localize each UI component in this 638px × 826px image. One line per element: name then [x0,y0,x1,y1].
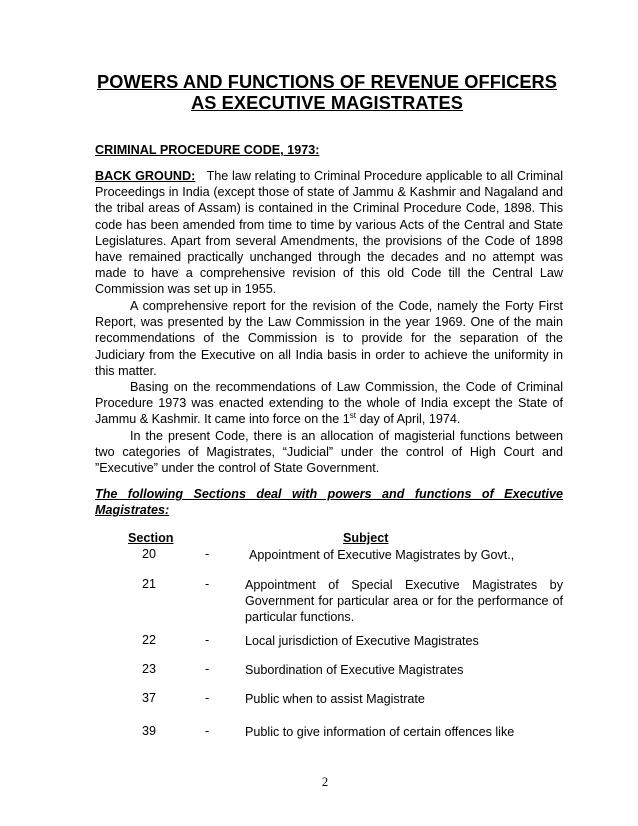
separator-dash: - [205,577,210,591]
paragraph-allocation: In the present Code, there is an allocation of magisterial functions between two categories of Magistrates, “Judicial” under the control of High Court and ”Executive” under the control of State Government. [95,429,563,476]
page-title: POWERS AND FUNCTIONS OF REVENUE OFFICERS AS EXECUTIVE MAGISTRATES [96,72,558,113]
sections-heading: The following Sections deal with powers and functions of Executive Magistrates: [95,487,563,518]
section-number: 37 [141,691,156,705]
section-number: 21 [141,577,156,591]
section-subject: Appointment of Executive Magistrates by Govt., [249,548,515,562]
background-lead: BACK GROUND: [95,169,196,183]
background-text: The law relating to Criminal Procedure applicable to all Criminal Proceedings in India (except those of state of Jammu & Kashmir and Nagaland and the tribal areas of Assam) is contained in the Criminal Procedure Code, 1898. This code has been amended from time to time by various Acts of the Central and State Legislatures. Apart from several Amendments, the provisions of the Code of 1898 have remained practically unchanged through the decades and no attempt was made to have a comprehensive revision of this old Code till the Central Law Commission was set up in 1955. [95,169,564,297]
section-number: 39 [141,724,156,738]
section-number: 22 [141,633,156,647]
paragraph-report: A comprehensive report for the revision of the Code, namely the Forty First Report, was presented by the Law Commission in the year 1969. One of the main recommendations of the Commission is to provide for the separation of the Judiciary from the Executive on all India basis in order to achieve the uniformity in this matter. [95,299,563,378]
paragraph-enactment-tail: day of April, 1974. [356,412,461,427]
section-subject: Public to give information of certain offences like [245,725,515,739]
section-subject: Subordination of Executive Magistrates [245,663,464,677]
section-number: 20 [141,547,156,561]
section-subject: Public when to assist Magistrate [245,692,425,706]
separator-dash: - [205,633,210,647]
page-number: 2 [321,775,329,789]
ordinal-suffix: st [349,411,357,421]
paragraph-enactment-text: Basing on the recommendations of Law Commission, the Code of Criminal Procedure 1973 was enacted extending to the whole of India except the State of Jammu & Kashmir. It came into force on the 1 [95,380,563,427]
separator-dash: - [205,662,210,676]
column-header-subject: Subject [343,531,389,545]
section-subject: Local jurisdiction of Executive Magistrates [245,634,479,648]
background-paragraph [95,168,563,298]
paragraph-enactment [95,379,563,428]
separator-dash: - [205,547,210,561]
column-header-section: Section [128,531,174,545]
separator-dash: - [205,691,210,705]
section-heading: CRIMINAL PROCEDURE CODE, 1973: [95,143,320,157]
section-subject: Appointment of Special Executive Magistrates by Government for particular area or for the performance of particular functions. [245,578,563,624]
section-number: 23 [141,662,156,676]
separator-dash: - [205,724,210,738]
